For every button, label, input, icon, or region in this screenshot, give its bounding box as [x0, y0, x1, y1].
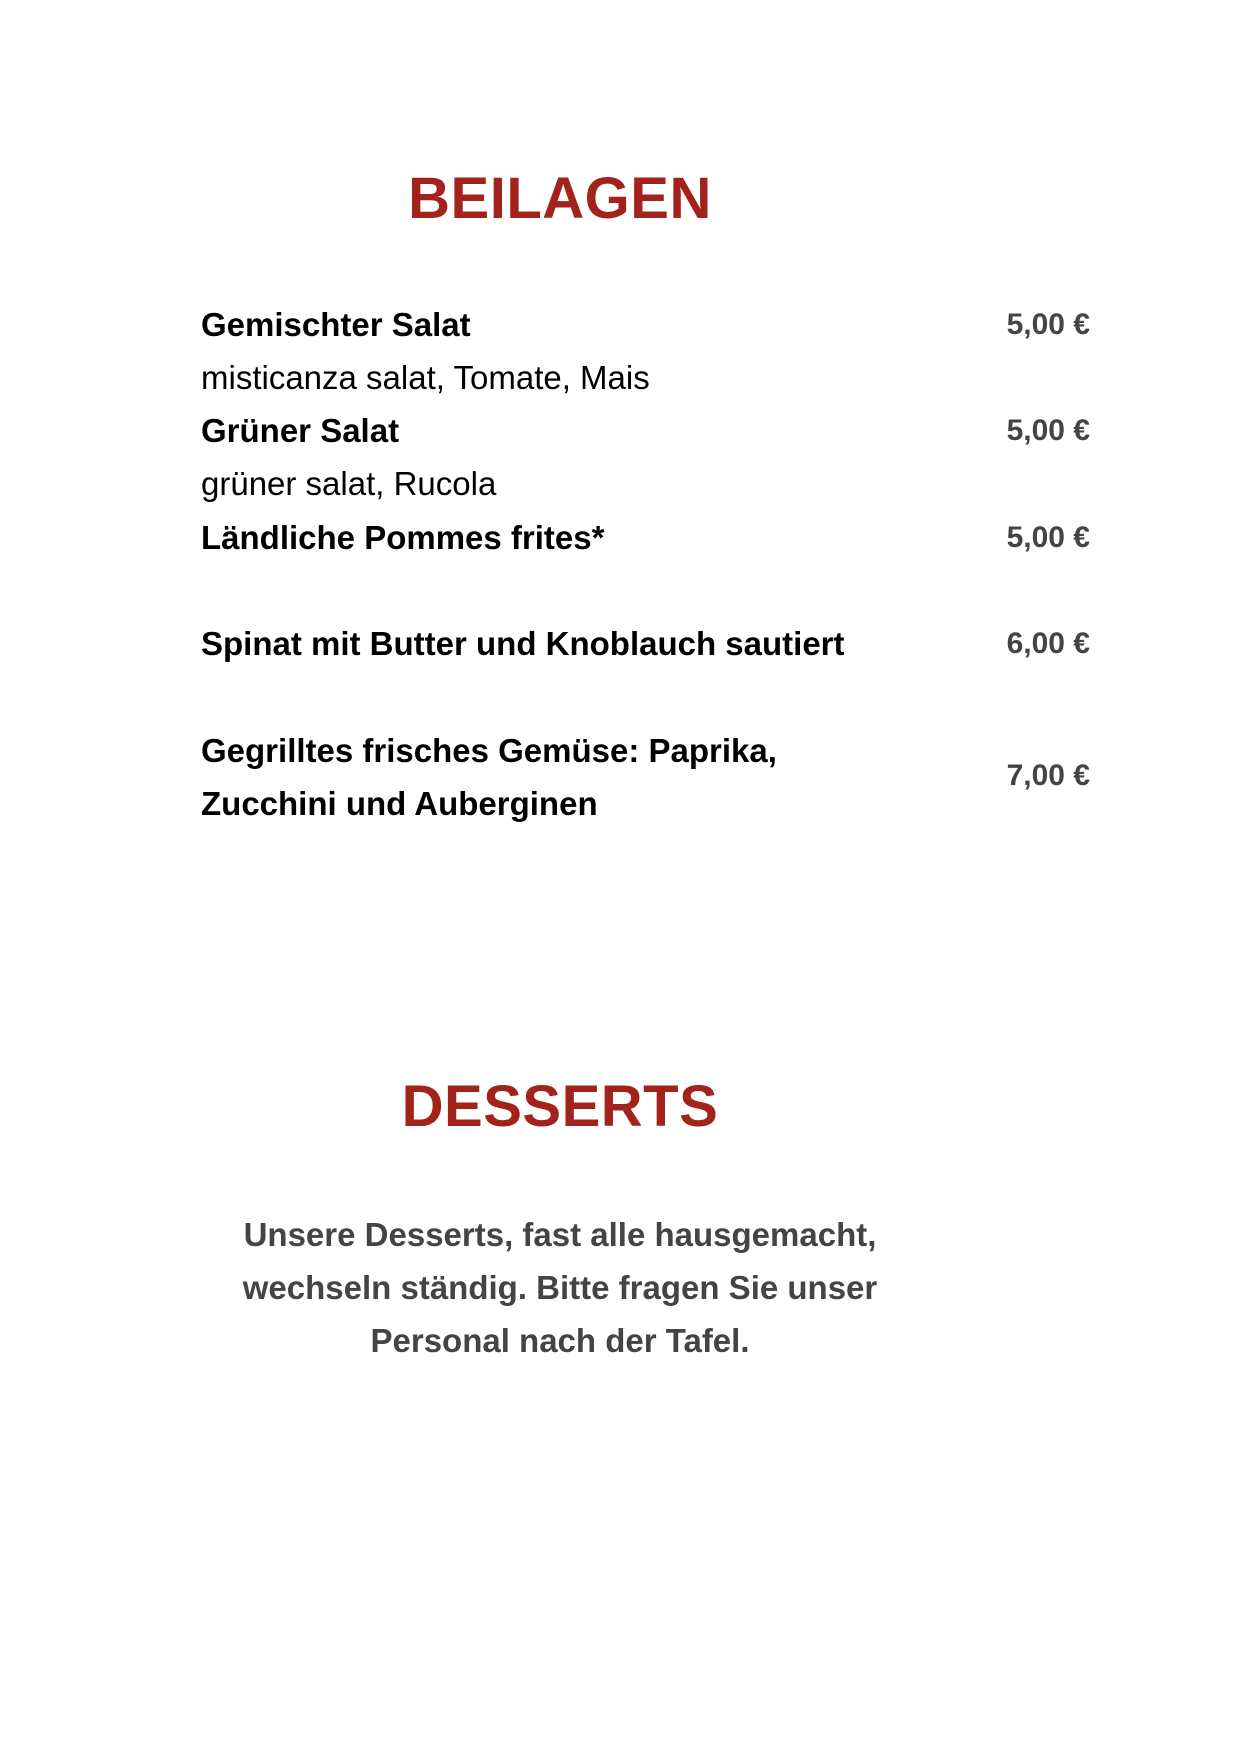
- menu-item-name: Spinat mit Butter und Knoblauch sautiert: [201, 625, 845, 662]
- menu-item-name: Grüner Salat: [201, 412, 400, 449]
- menu-item-name: Gemischter Salat: [201, 306, 471, 343]
- menu-item-price: 5,00 €: [1006, 308, 1090, 341]
- menu-item-price: 7,00 €: [1006, 759, 1090, 792]
- menu-item-name: Ländliche Pommes frites*: [201, 519, 605, 556]
- menu-item-description: misticanza salat, Tomate, Mais: [201, 359, 650, 396]
- menu-item-name: Gegrilltes frisches Gemüse: Paprika, Zucchini und Auberginen: [201, 732, 777, 822]
- menu-item-price: 5,00 €: [1006, 521, 1090, 554]
- section-title-beilagen: BEILAGEN: [408, 166, 712, 231]
- menu-item-price: 6,00 €: [1006, 627, 1090, 660]
- desserts-note: Unsere Desserts, fast alle hausgemacht, wechseln ständig. Bitte fragen Sie unser Personal nach der Tafel.: [242, 1216, 878, 1359]
- menu-item-price: 5,00 €: [1006, 414, 1090, 447]
- section-title-desserts: DESSERTS: [401, 1074, 719, 1139]
- menu-item-description: grüner salat, Rucola: [201, 465, 497, 502]
